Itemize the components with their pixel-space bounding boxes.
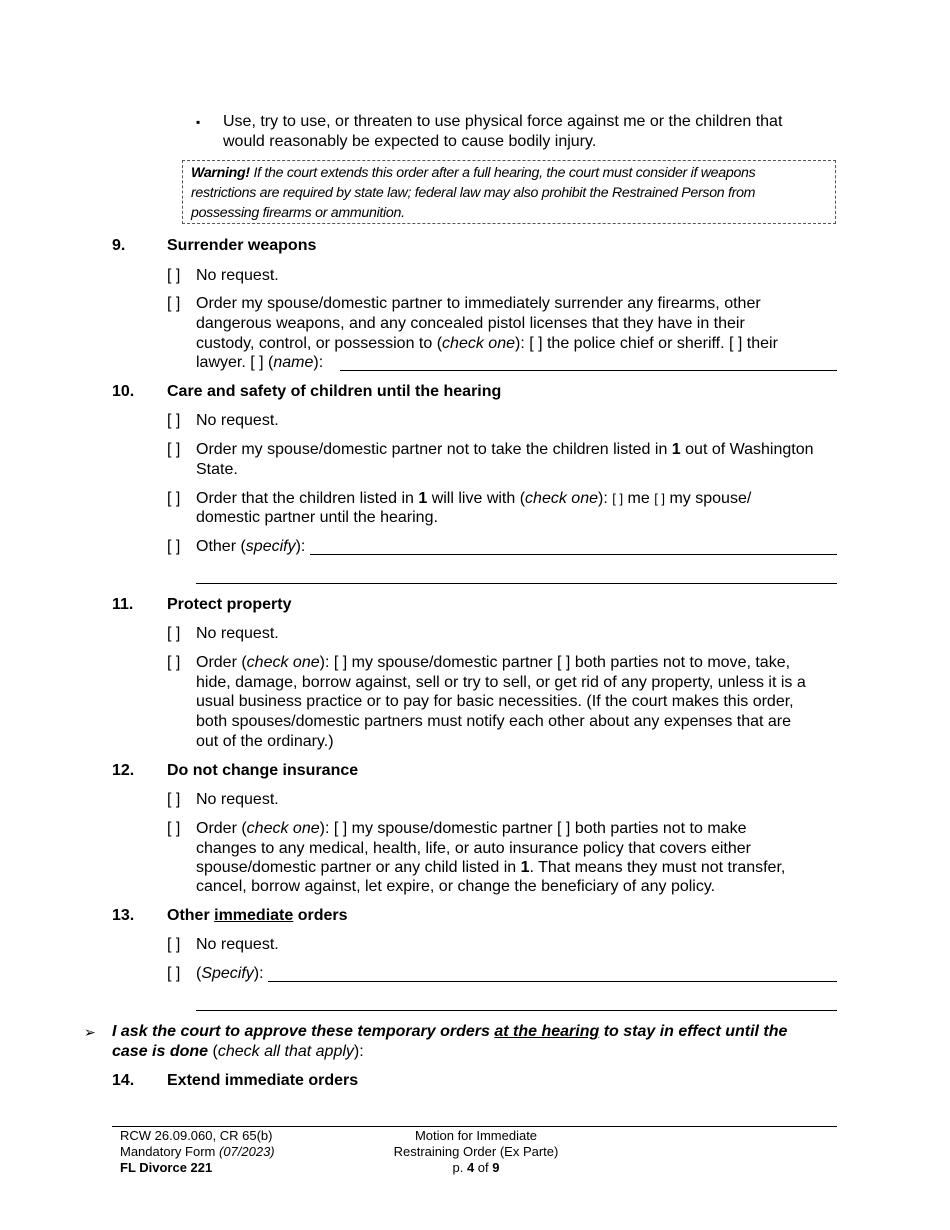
s12-order-checkbox[interactable]: [ ]	[167, 820, 181, 837]
section-13-number: 13.	[112, 907, 135, 924]
s10-opt3-line-2: domestic partner until the hearing.	[196, 509, 438, 526]
s13-specify-b: Specify	[201, 965, 254, 982]
footer-left-2	[120, 1144, 275, 1160]
footer-center-1: Motion for Immediate	[414, 1128, 538, 1143]
s12-order-c[interactable]: ): [ ] my spouse/domestic partner [ ] both parties not to make	[319, 820, 747, 837]
s9-order-checkbox[interactable]: [ ]	[167, 295, 181, 312]
s11-line-3: usual business practice or to pay for basic necessities. (If the court makes this order,	[196, 693, 794, 710]
s12-order-b: check one	[246, 820, 320, 837]
s10-opt2-b: 1	[671, 441, 681, 458]
section-12-title: Do not change insurance	[167, 762, 359, 779]
s10-no-request-checkbox[interactable]: [ ]	[167, 412, 181, 429]
warning-label: Warning!	[191, 165, 250, 181]
s13-title-b: immediate	[214, 907, 294, 924]
s13-specify-a: (	[196, 965, 202, 982]
s9-line4-a[interactable]: lawyer. [ ] (	[196, 354, 274, 371]
s12-no-request-checkbox[interactable]: [ ]	[167, 791, 181, 808]
s10-opt2-line-1	[196, 440, 814, 460]
section-11-number: 11.	[112, 596, 134, 613]
s13-no-request-checkbox[interactable]: [ ]	[167, 936, 181, 953]
ask-2b: (	[208, 1043, 218, 1060]
section-12-number: 12.	[112, 762, 135, 779]
section-9-number: 9.	[112, 237, 126, 254]
s9-no-request-label: No request.	[196, 267, 279, 284]
footer-left-2a: Mandatory Form	[120, 1144, 219, 1159]
s10-other-label	[196, 537, 305, 557]
page-prefix: p.	[452, 1160, 467, 1175]
s9-line3-c[interactable]: ): [ ] the police chief or sheriff. [ ] their	[514, 335, 778, 352]
page-of: of	[474, 1160, 493, 1175]
s12-line-4: cancel, borrow against, let expire, or change the beneficiary of any policy.	[196, 878, 716, 895]
ask-line-2	[112, 1042, 364, 1062]
s9-no-request-checkbox[interactable]: [ ]	[167, 267, 181, 284]
bullet-line-2: would reasonably be expected to cause bodily injury.	[223, 133, 597, 150]
s11-no-request-label: No request.	[196, 625, 279, 642]
page-total: 9	[492, 1160, 500, 1175]
s10-me-checkbox[interactable]: [ ]	[612, 491, 624, 506]
bullet-line-1: Use, try to use, or threaten to use physical force against me or the children that	[223, 113, 783, 130]
s11-line-2: hide, damage, borrow against, sell or try to sell, or get rid of any property, unless it is a	[196, 674, 806, 691]
s13-specify-label	[196, 964, 264, 984]
s11-line-4: both spouses/domestic partners must notify each other about any expenses that are	[196, 713, 792, 730]
ask-2a: case is done	[112, 1043, 209, 1060]
s13-title-a: Other	[167, 907, 215, 924]
s10-opt2-a: Order my spouse/domestic partner not to take the children listed in	[196, 441, 672, 458]
ask-1a: I ask the court to approve these temporary orders	[112, 1023, 495, 1040]
s9-order-line-1: Order my spouse/domestic partner to immediately surrender any firearms, other	[196, 295, 761, 312]
s11-order-a: Order (	[196, 654, 247, 671]
s12-line3-a: spouse/domestic partner or any child listed in	[196, 859, 521, 876]
section-9-title: Surrender weapons	[167, 237, 317, 254]
s10-opt3-b: 1	[418, 490, 428, 507]
ask-2c: check all that apply	[217, 1043, 354, 1060]
s13-specify-c: ):	[253, 965, 264, 982]
s10-opt3-e: ):	[597, 490, 608, 507]
s9-line3-b: check one	[442, 335, 515, 352]
footer-left-1: RCW 26.09.060, CR 65(b)	[120, 1128, 273, 1143]
ask-1c: to stay in effect until the	[599, 1023, 788, 1040]
s9-line4-c: ):	[313, 354, 324, 371]
s10-other-field-2[interactable]	[196, 583, 837, 584]
warning-box	[182, 160, 836, 224]
s10-opt2-c: out of Washington	[680, 441, 814, 458]
section-11-title: Protect property	[167, 596, 292, 613]
footer-left-2b: (07/2023)	[218, 1144, 275, 1159]
s13-specify-field-2[interactable]	[196, 1010, 837, 1011]
s10-opt2-line-2: State.	[196, 461, 238, 478]
arrow-bullet-icon: ➢	[84, 1024, 96, 1040]
footer-form-id: FL Divorce 221	[120, 1160, 213, 1175]
ask-line-1	[112, 1022, 787, 1042]
s12-order-a: Order (	[196, 820, 247, 837]
s9-line3-a: custody, control, or possession to (	[196, 335, 443, 352]
s10-other-b: specify	[245, 538, 296, 555]
s10-opt3-a: Order that the children listed in	[196, 490, 419, 507]
s10-other-checkbox[interactable]: [ ]	[167, 538, 181, 555]
s12-line-2: changes to any medical, health, life, or auto insurance policy that covers either	[196, 840, 751, 857]
footer-center-2: Restraining Order (Ex Parte)	[393, 1144, 559, 1159]
s13-specify-field-1[interactable]	[268, 981, 837, 982]
section-14-number: 14.	[112, 1072, 135, 1089]
section-10-title: Care and safety of children until the hearing	[167, 383, 502, 400]
s10-opt3-f: my spouse/	[665, 490, 752, 507]
s9-order-line-4	[196, 353, 323, 373]
s11-order-line-1	[196, 653, 790, 673]
ask-1b: at the hearing	[494, 1023, 600, 1040]
footer-page-number	[376, 1160, 576, 1176]
s11-line-5: out of the ordinary.)	[196, 733, 334, 750]
section-10-number: 10.	[112, 383, 135, 400]
s10-opt3-line-1	[196, 489, 751, 509]
s10-opt3-me: me	[623, 490, 655, 507]
s10-no-request-label: No request.	[196, 412, 279, 429]
s11-order-c[interactable]: ): [ ] my spouse/domestic partner [ ] both parties not to move, take,	[319, 654, 791, 671]
s11-order-b: check one	[246, 654, 320, 671]
s10-opt3-d: check one	[525, 490, 598, 507]
s11-no-request-checkbox[interactable]: [ ]	[167, 625, 181, 642]
s10-other-field-1[interactable]	[310, 554, 837, 555]
s13-title-c: orders	[293, 907, 348, 924]
s10-opt2-checkbox[interactable]: [ ]	[167, 441, 181, 458]
s9-name-field[interactable]	[340, 370, 837, 371]
s9-line4-b: name	[273, 354, 314, 371]
warning-line-2: restrictions are required by state law; federal law may also prohibit the Restrained Person from	[191, 185, 756, 201]
warning-line-1: If the court extends this order after a full hearing, the court must consider if weapons	[249, 165, 756, 181]
s12-line3-c: . That means they must not transfer,	[529, 859, 786, 876]
s9-order-line-3	[196, 334, 778, 354]
s12-no-request-label: No request.	[196, 791, 279, 808]
bullet-marker: ▪	[196, 115, 201, 129]
s10-opt3-checkbox[interactable]: [ ]	[167, 490, 181, 507]
s12-order-line-1	[196, 819, 746, 839]
s9-order-line-2: dangerous weapons, and any concealed pistol licenses that they have in their	[196, 315, 745, 332]
s12-line-3	[196, 858, 785, 878]
footer-rule	[112, 1126, 837, 1127]
ask-2d: ):	[353, 1043, 364, 1060]
section-14-title: Extend immediate orders	[167, 1072, 359, 1089]
section-13-title	[167, 906, 348, 926]
s10-opt3-c: will live with (	[427, 490, 526, 507]
s11-order-checkbox[interactable]: [ ]	[167, 654, 181, 671]
s10-other-a: Other (	[196, 538, 246, 555]
s10-partner-checkbox[interactable]: [ ]	[654, 491, 666, 506]
warning-line-3: possessing firearms or ammunition.	[191, 205, 405, 221]
page-current: 4	[466, 1160, 475, 1175]
s10-other-c: ):	[295, 538, 306, 555]
s12-line3-b: 1	[520, 859, 530, 876]
s13-no-request-label: No request.	[196, 936, 279, 953]
s13-specify-checkbox[interactable]: [ ]	[167, 965, 181, 982]
